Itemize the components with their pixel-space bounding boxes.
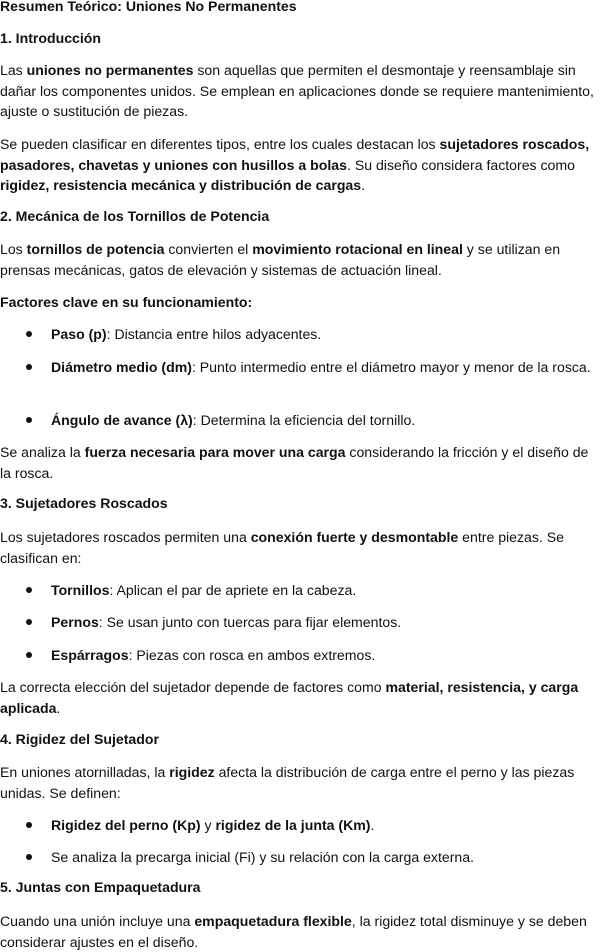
list-item xyxy=(51,847,596,868)
text-run: Las xyxy=(0,62,27,78)
bold-text-run: uniones no permanentes xyxy=(26,62,194,78)
factors-heading: Factores clave en su funcionamiento: xyxy=(0,294,253,310)
section-4-heading: 4. Rigidez del Sujetador xyxy=(0,731,159,747)
text-run: Se analiza la xyxy=(0,444,85,460)
text-run: En uniones atornilladas, la xyxy=(0,764,170,780)
section-3-paragraph-1 xyxy=(0,527,600,568)
text-run: entre piezas. Se clasifican en: xyxy=(0,529,565,566)
list-item xyxy=(51,815,596,836)
bullet-dot xyxy=(26,619,32,625)
bold-text-run: Paso (p) xyxy=(51,326,107,342)
bold-text-run: Rigidez del perno (Kp) xyxy=(51,817,201,833)
section-3-heading: 3. Sujetadores Roscados xyxy=(0,495,168,511)
text-run: afecta la distribución de carga entre el perno y las piezas unidas. Se definen: xyxy=(0,764,575,801)
bold-text-run: Tornillos xyxy=(51,582,110,598)
list-item xyxy=(51,410,596,431)
bullet-dot xyxy=(26,854,32,860)
text-run: Los sujetadores roscados permiten una xyxy=(0,529,251,545)
text-run: . Su diseño considera factores como xyxy=(346,156,575,173)
text-run: . xyxy=(370,817,375,833)
list-item xyxy=(51,612,596,633)
text-run: : Se usan junto con tuercas para fijar elementos. xyxy=(98,614,402,630)
section-2-paragraph-2 xyxy=(0,442,600,483)
bold-text-run: conexión fuerte y desmontable xyxy=(250,529,459,545)
bold-text-run: rigidez de la junta (Km) xyxy=(215,817,371,833)
bold-text-run: material, resistencia, y carga aplicada xyxy=(0,679,579,716)
document-title: Resumen Teórico: Uniones No Permanentes xyxy=(0,0,297,14)
text-run: : Distancia entre hilos adyacentes. xyxy=(106,326,322,342)
text-run: Los xyxy=(0,241,27,257)
text-run: La correcta elección del sujetador depende de factores como xyxy=(0,679,386,695)
section-5-paragraph-1 xyxy=(0,911,600,952)
text-run: Cuando una unión incluye una xyxy=(0,913,195,929)
text-run: : Punto intermedio entre el diámetro mayor y menor de la rosca. xyxy=(191,359,591,375)
section-5-heading: 5. Juntas con Empaquetadura xyxy=(0,879,201,895)
bold-text-run: fuerza necesaria para mover una carga xyxy=(84,444,346,460)
bullet-dot xyxy=(26,652,32,658)
section-2-heading: 2. Mecánica de los Tornillos de Potencia xyxy=(0,208,270,224)
section-4-paragraph-1 xyxy=(0,762,600,803)
text-run: y xyxy=(200,817,216,833)
text-run: , la rigidez total disminuye y se deben considerar ajustes en el diseño. xyxy=(0,913,587,950)
bullet-dot xyxy=(26,822,32,828)
bold-text-run: Ángulo de avance (λ) xyxy=(51,412,193,428)
bullet-dot xyxy=(26,364,32,370)
bold-text-run: Diámetro medio (dm) xyxy=(51,359,192,375)
text-run: : Determina la eficiencia del tornillo. xyxy=(192,412,416,428)
section-1-paragraph-2 xyxy=(0,134,600,196)
section-1-heading: 1. Introducción xyxy=(0,30,102,46)
bold-text-run: empaquetadura flexible xyxy=(194,913,352,929)
list-item xyxy=(51,324,596,345)
bold-text-run: Espárragos xyxy=(51,647,129,663)
section-2-paragraph-1 xyxy=(0,239,600,280)
text-run: : Aplican el par de apriete en la cabeza. xyxy=(109,582,357,598)
bold-text-run: rigidez xyxy=(169,764,215,780)
list-item xyxy=(51,580,596,601)
bold-text-run: sujetadores roscados, pasadores, chavetas y uniones con husillos a bolas xyxy=(0,136,590,173)
text-run: Se pueden clasificar en diferentes tipos, entre los cuales destacan los xyxy=(0,136,440,152)
bold-text-run: tornillos de potencia xyxy=(26,241,165,257)
text-run: . xyxy=(56,699,61,716)
section-1-paragraph-1 xyxy=(0,60,600,122)
text-run: considerando la fricción y el diseño de la rosca. xyxy=(0,444,589,481)
text-run: y se utilizan en prensas mecánicas, gatos de elevación y sistemas de actuación lineal. xyxy=(0,241,561,278)
list-item xyxy=(51,357,596,378)
bold-text-run: Pernos xyxy=(51,614,99,630)
text-run: : Piezas con rosca en ambos extremos. xyxy=(128,647,376,663)
text-run: convierten el xyxy=(164,241,253,257)
bullet-dot xyxy=(26,417,32,423)
text-run: son aquellas que permiten el desmontaje y reensamblaje sin dañar los componentes unidos. Se emplean en aplicaciones donde se requiere mantenimiento, ajuste o sustitución de piezas. xyxy=(0,62,594,119)
bold-text-run: rigidez, resistencia mecánica y distribución de cargas xyxy=(0,177,362,193)
bullet-dot xyxy=(26,587,32,593)
bold-text-run: movimiento rotacional en lineal xyxy=(252,241,463,257)
list-item xyxy=(51,645,596,666)
text-run: . xyxy=(361,177,366,193)
bullet-dot xyxy=(26,331,32,337)
section-3-paragraph-2 xyxy=(0,677,600,718)
text-run: Se analiza la precarga inicial (Fi) y su relación con la carga externa. xyxy=(51,849,475,865)
